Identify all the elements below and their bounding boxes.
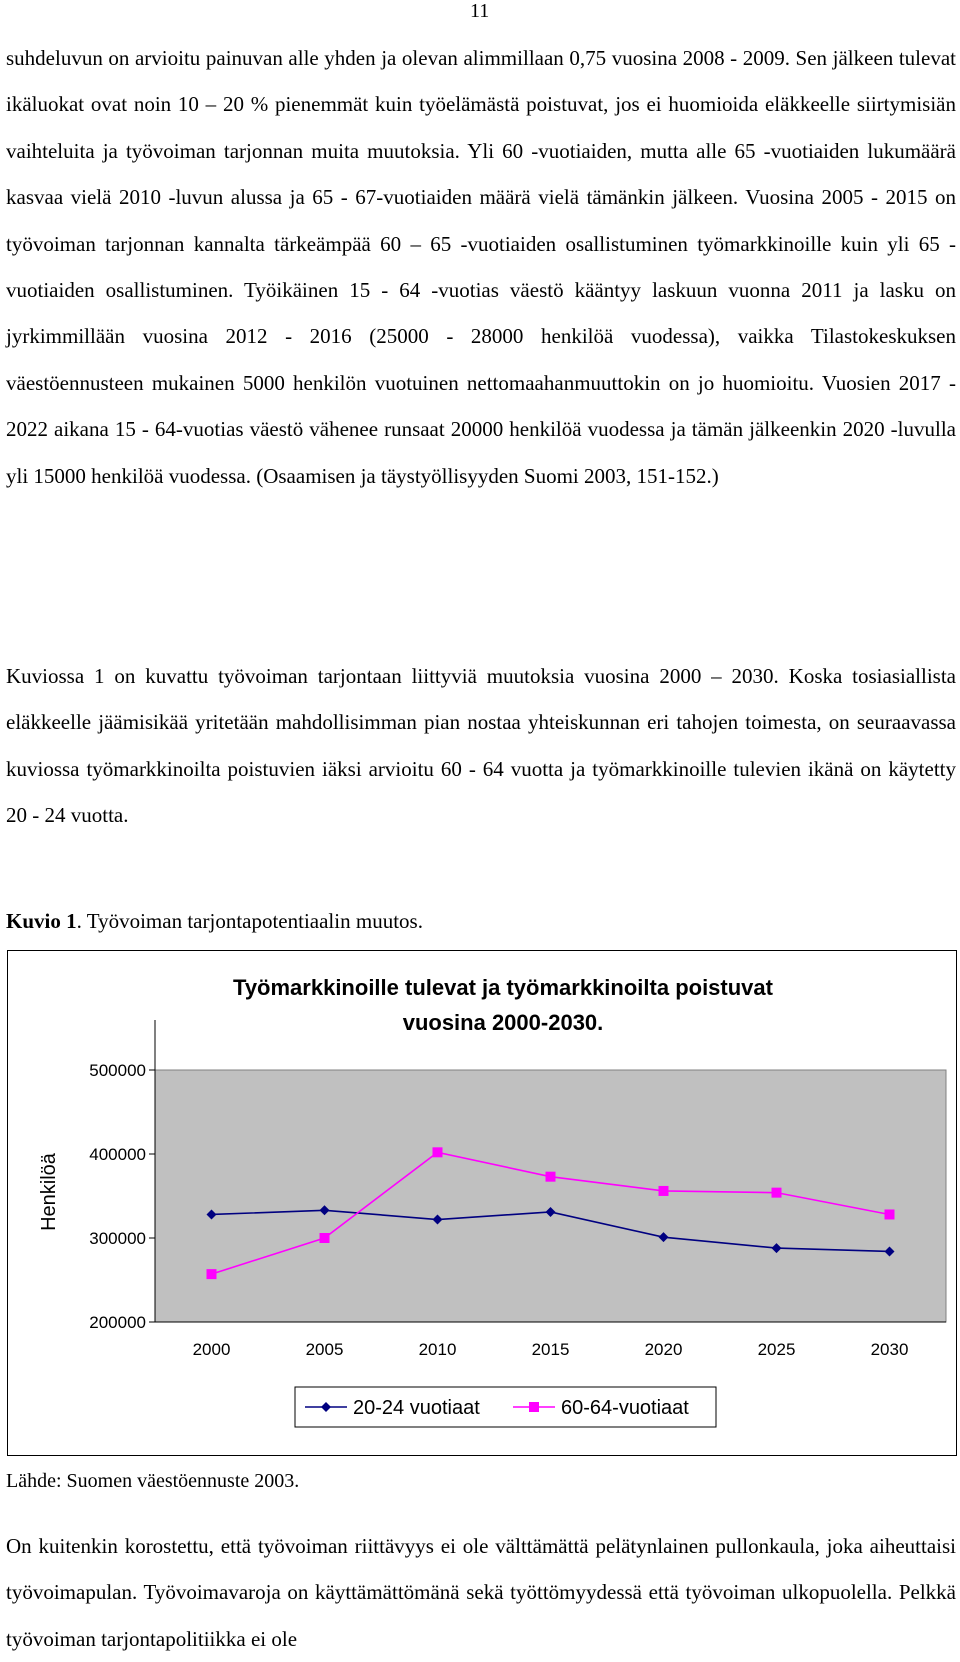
figure-caption (6, 909, 423, 934)
data-point (207, 1269, 217, 1279)
chart-title-line-2: vuosina 2000-2030. (402, 1010, 604, 1035)
data-point (320, 1233, 330, 1243)
line-chart (8, 951, 956, 1455)
plot-area (155, 1070, 946, 1322)
legend-label: 60-64-vuotiaat (561, 1397, 689, 1419)
data-point (885, 1209, 895, 1219)
x-tick-label: 2020 (644, 1340, 683, 1359)
data-point (433, 1147, 443, 1157)
data-point (546, 1172, 556, 1182)
x-tick-label: 2000 (192, 1340, 231, 1359)
legend-marker (529, 1402, 539, 1412)
legend-label: 20-24 vuotiaat (353, 1397, 480, 1419)
page-number: 11 (470, 0, 490, 22)
y-axis-label: Henkilöä (38, 1153, 60, 1231)
y-tick-label: 200000 (89, 1313, 146, 1332)
paragraph-2: Kuviossa 1 on kuvattu työvoiman tarjontaan liittyviä muutoksia vuosina 2000 – 2030. Koska tosiasiallista eläkkeelle jäämisikää yritetään mahdollisimman pian nostaa yhteiskunnan eri tahojen toimesta, on seuraavassa kuviossa työmarkkinoilta poistuvien iäksi arvioitu 60 - 64 vuotta ja työmarkkinoille tulevien ikänä on käytetty 20 - 24 vuotta. (6, 664, 956, 828)
x-tick-label: 2005 (305, 1340, 344, 1359)
chart-title-line-1: Työmarkkinoille tulevat ja työmarkkinoilta poistuvat (233, 975, 773, 1000)
paragraph-3: On kuitenkin korostettu, että työvoiman riittävyys ei ole välttämättä pelätynlainen pullonkaula, joka aiheuttaisi työvoimapulan. Työvoimavaroja on käyttämättömänä sekä työttömyydessä että työvoiman ulkopuolella. Pelkkä työvoiman tarjontapolitiikka ei ole (6, 1534, 956, 1651)
source-note: Lähde: Suomen väestöennuste 2003. (6, 1470, 300, 1492)
paragraph-1: suhdeluvun on arvioitu painuvan alle yhden ja olevan alimmillaan 0,75 vuosina 2008 - 2009. Sen jälkeen tulevat ikäluokat ovat noin 10 – 20 % pienemmät kuin työelämästä poistuvat, jos ei huomioida eläkkeelle siirtymisiän vaihteluita ja työvoiman tarjonnan muita muutoksia. Yli 60 -vuotiaiden, mutta alle 65 -vuotiaiden lukumäärä kasvaa vielä 2010 -luvun alussa ja 65 - 67-vuotiaiden määrä vielä tämänkin jälkeen. Vuosina 2005 - 2015 on työvoiman tarjonnan kannalta tärkeämpää 60 – 65 -vuotiaiden osallistuminen työmarkkinoille kuin yli 65 -vuotiaiden osallistuminen. Työikäinen 15 - 64 -vuotias väestö kääntyy laskuun vuonna 2011 ja lasku on jyrkimmillään vuosina 2012 - 2016 (25000 - 28000 henkilöä vuodessa), vaikka Tilastokeskuksen väestöennusteen mukainen 5000 henkilön vuotuinen nettomaahanmuuttokin on jo huomioitu. Vuosien 2017 - 2022 aikana 15 - 64-vuotias väestö vähenee runsaat 20000 henkilöä vuodessa ja tämän jälkeenkin 2020 -luvulla yli 15000 henkilöä vuodessa. (Osaamisen ja täystyöllisyyden Suomi 2003, 151-152.) (6, 46, 956, 488)
x-tick-label: 2030 (870, 1340, 909, 1359)
x-tick-label: 2025 (757, 1340, 796, 1359)
data-point (772, 1188, 782, 1198)
x-tick-label: 2010 (418, 1340, 457, 1359)
y-tick-label: 300000 (89, 1229, 146, 1248)
y-tick-label: 400000 (89, 1145, 146, 1164)
data-point (659, 1186, 669, 1196)
chart-frame (7, 950, 957, 1456)
y-tick-label: 500000 (89, 1061, 146, 1080)
figure-caption-text: . Työvoiman tarjontapotentiaalin muutos. (76, 909, 423, 933)
x-tick-label: 2015 (531, 1340, 570, 1359)
figure-caption-label: Kuvio 1 (6, 909, 77, 933)
